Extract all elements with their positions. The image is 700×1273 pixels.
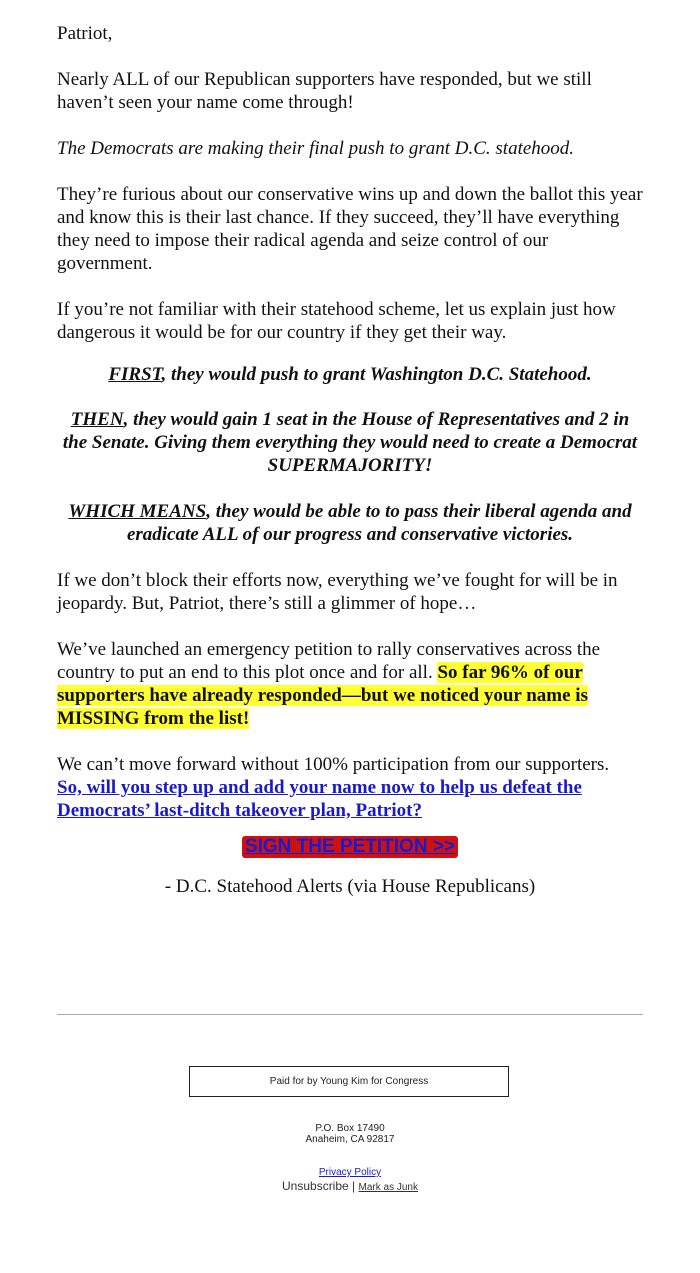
address-line-1: P.O. Box 17490 xyxy=(315,1123,385,1134)
address-line-2: Anaheim, CA 92817 xyxy=(305,1134,395,1145)
paid-for-disclaimer xyxy=(189,1066,509,1097)
point-then-text: , they would gain 1 seat in the House of Representatives and 2 in the Senate. Giving them everything they would need to create a Democrat SUPERMAJORITY! xyxy=(62,409,638,476)
petition-text: We’ve launched an emergency petition to rally conservatives across the country to put an end to this plot once and for all. xyxy=(57,639,601,683)
privacy-policy-link[interactable]: Privacy Policy xyxy=(318,1167,382,1178)
italic-paragraph: The Democrats are making their final push to grant D.C. statehood. xyxy=(57,138,575,159)
point-which-means xyxy=(57,500,643,546)
body-paragraph-petition xyxy=(57,638,643,730)
point-then xyxy=(57,408,643,477)
body-paragraph-furious: They’re furious about our conservative wins up and down the ballot this year and know this is their last chance. If they succeed, they’ll have everything they need to impose their radical agenda and seize control of our government. xyxy=(57,184,643,274)
privacy-row xyxy=(0,1167,700,1179)
point-first xyxy=(57,363,643,386)
body-paragraph-hope: If we don’t block their efforts now, everything we’ve fought for will be in jeopardy. But, Patriot, there’s still a glimmer of hope… xyxy=(57,570,618,614)
point-first-lead: FIRST xyxy=(108,364,162,385)
participation-text: We can’t move forward without 100% participation from our supporters. xyxy=(57,754,610,775)
intro-paragraph: Nearly ALL of our Republican supporters have responded, but we still haven’t seen your name come through! xyxy=(57,69,592,113)
body-paragraph-scheme: If you’re not familiar with their statehood scheme, let us explain just how dangerous it would be for our country if they get their way. xyxy=(57,299,616,343)
point-then-lead: THEN xyxy=(70,409,124,430)
unsubscribe-row xyxy=(0,1179,700,1195)
point-which-means-lead: WHICH MEANS xyxy=(68,501,207,522)
signature: - D.C. Statehood Alerts (via House Republicans) xyxy=(164,876,536,897)
separator: | xyxy=(352,1179,356,1193)
footer-divider xyxy=(57,1014,643,1015)
sign-petition-button[interactable]: SIGN THE PETITION >> xyxy=(242,836,458,858)
paid-for-text: Paid for by Young Kim for Congress xyxy=(269,1076,429,1087)
point-first-text: , they would push to grant Washington D.C. Statehood. xyxy=(161,364,592,385)
mark-as-junk-link[interactable]: Mark as Junk xyxy=(358,1182,418,1193)
petition-text-link[interactable]: So, will you step up and add your name now to help us defeat the Democrats’ last-ditch takeover plan, Patriot? xyxy=(57,777,582,821)
point-which-means-text: , they would be able to to pass their liberal agenda and eradicate ALL of our progress and conservative victories. xyxy=(126,501,632,545)
greeting: Patriot, xyxy=(57,23,113,44)
cta-container xyxy=(57,835,643,858)
unsubscribe-link[interactable]: Unsubscribe xyxy=(282,1179,349,1193)
body-paragraph-call xyxy=(57,753,647,822)
highlighted-text: So far 96% of our supporters have already responded—but we noticed your name is MISSING from the list! xyxy=(57,662,588,729)
